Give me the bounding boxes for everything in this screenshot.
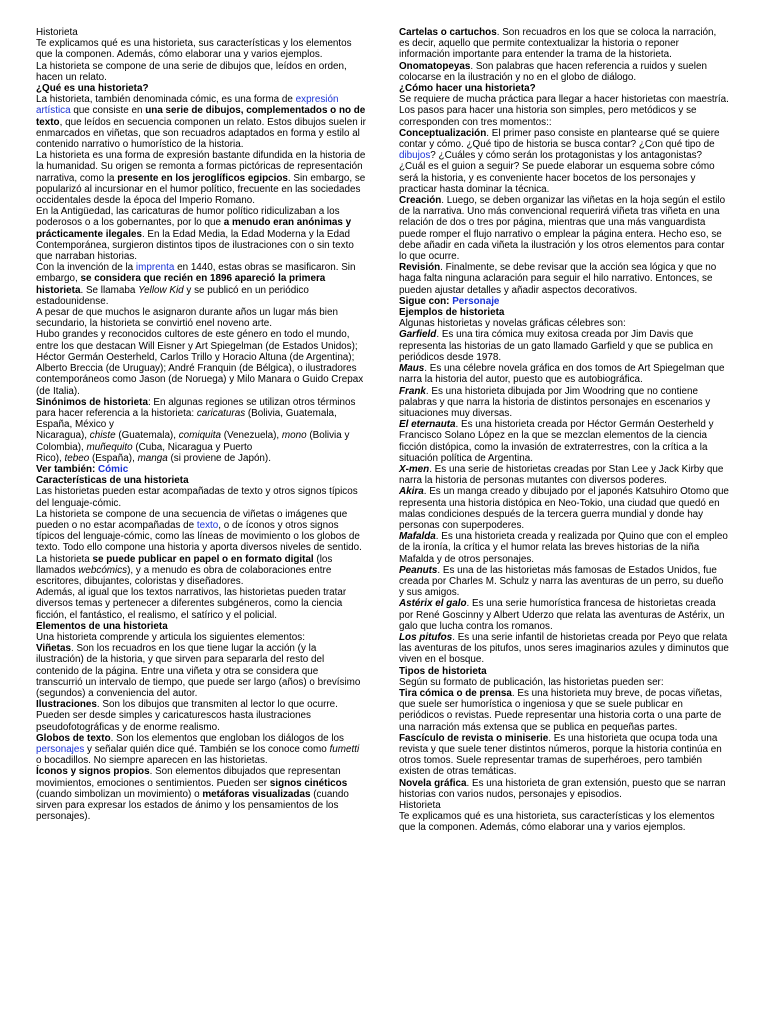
see-also: Ver también: Cómic [36,463,129,475]
example-item: X-men. Es una serie de historietas creadas por Stan Lee y Jack Kirby que narra la historia de personas mutantes con diversos poderes. [399,463,724,487]
intro-paragraph: Te explicamos qué es una historieta, sus características y los elementos que la componen. Además, cómo elaborar una y varios ejemplos. [36,38,352,61]
example-item: Mafalda. Es una historieta creada y realizada por Quino que con el empleo de la ironía, la crítica y el humor relata las breves historias de la niña Mafalda y de otros personajes. [399,531,728,565]
paragraph-origin: La historieta es una forma de expresión bastante difundida en la historia de la humanidad. Su origen se remonta a formas pictóricas de representación narrativa, como la presente en los jeroglíficos egipcios. Sin embargo, se popularizó al incursionar en el humor político, frecuente en las sociedades occidentales desde la época del Imperio Romano. [36,150,366,207]
step-conceptualizacion: Conceptualización. El primer paso consiste en plantearse qué se quiere contar y cómo. ¿Qué tipo de historia se busca contar? ¿Con qué tipo de dibujos? ¿Cuáles y cómo serán los protagonistas y los antagonistas? ¿Cuál es el guion a seguir? Se puede elaborar un esquema sobre cómo será la historia, y es conveniente hacer bocetos de los personajes y practicar hasta dominar la técnica. [399,127,720,195]
paragraph-examples-intro: Algunas historietas y novelas gráficas célebres son: [399,318,626,330]
type-tira-comica: Tira cómica o de prensa. Es una historieta muy breve, de pocas viñetas, que suele ser humorística o ingeniosa y que se suele publicar en periódicos o revistas. Puede representar una historia corta o una parte de una narración más extensa que se publica en pequeñas partes. [399,687,723,733]
type-fasciculo: Fascículo de revista o miniserie. Es una historieta que ocupa toda una revista y que suele tener distintos números, porque la historia continúa en otros tomos. Suele representar tramas de superhéroes, pero también existen de otras temáticas. [399,732,722,778]
paragraph-steps: Los pasos para hacer una historia son simples, pero metódicos y se corresponden con tres momentos:: [399,105,697,128]
paragraph-authors: Hubo grandes y reconocidos cultores de este género en todo el mundo, entre los que destacan Will Eisner y Art Spiegelman (de Estados Unidos); Héctor Germán Oesterheld, Carlos Trillo y Horacio Altuna (de Argentina); Alberto Breccia (de Uruguay); André Franquin (de Bélgica), o ilustradores contemporáneos como Jason (de Noruega) y Milo Manara o Guido Crepax (de Italia). [36,329,364,397]
link-personaje[interactable]: Personaje [452,295,500,307]
paragraph-antiquity: En la Antigüedad, las caricaturas de humor político ridiculizaban a los poderosos o a los gobernantes, por lo que a menudo eran anónimas y prácticamente ilegales. En la Edad Media, la Edad Moderna y la Edad Contemporánea, surgieron distintos tipos de ilustraciones con o sin texto que narraban historias. [36,206,354,263]
link-expresion-artistica[interactable]: expresión artística [36,94,339,117]
link-comic[interactable]: Cómic [98,463,129,475]
example-item: Astérix el galo. Es una serie humorística francesa de historietas creada por René Goscinny y Albert Uderzo que relata las aventuras de Astérix, un galo que lucha contra los romanos. [399,598,725,632]
example-item: Maus. Es una célebre novela gráfica en dos tomos de Art Spiegelman que narra la historia del autor, puesto que es autobiográfica. [399,363,725,386]
link-dibujos[interactable]: dibujos [399,150,431,162]
intro-paragraph-2: La historieta se compone de una serie de dibujos que, leídos en orden, hacen un relato. [36,60,347,83]
repeated-intro: Te explicamos qué es una historieta, sus características y los elementos que la componen. Además, cómo elaborar una y varios ejemplos. [399,811,715,834]
link-personajes[interactable]: personajes [36,744,85,755]
paragraph-ninth-art: A pesar de que muchos le asignaron durante años un lugar más bien secundario, la historieta se convirtió enel noveno arte. [36,307,338,330]
heading-tipos: Tipos de historieta [399,665,487,677]
link-imprenta[interactable]: imprenta [135,262,175,274]
left-column [36,27,366,822]
heading-que-es: ¿Qué es una historieta? [36,83,149,95]
paragraph-char-3: La historieta se puede publicar en papel o en formato digital (los llamados webcómics), y a menudo es obra de colaboraciones entre escritores, dibujantes, coloristas y diseñadores. [36,553,333,587]
paragraph-types-intro: Según su formato de publicación, las historietas pueden ser: [399,676,664,688]
element-iconos: Íconos y signos propios. Son elementos dibujados que representan movimientos, emociones o sentimientos. Pueden ser signos cinéticos (cuando simbolizan un movimiento) o metáforas visualizadas (cuando sirven para expresar los estados de ánimo y los pensamientos de los personajes). [36,766,349,823]
heading-caracteristicas: Características de una historieta [36,475,189,487]
element-onomatopeyas: Onomatopeyas. Son palabras que hacen referencia a ruidos y suelen colocarse en la ilustración y no en el globo de diálogo. [399,60,707,83]
heading-ejemplos: Ejemplos de historieta [399,307,505,319]
paragraph-synonyms: Sinónimos de historieta: En algunas regiones se utilizan otros términos para hacer referencia a la historieta: caricaturas (Bolivia, Guatemala, España, México y Nicaragua), chiste (Guatemala), comiquita (Venezuela), mono (Bolivia y Colombia), muñequito (Cuba, Nicaragua y Puerto Rico), tebeo (España), manga (si proviene de Japón). [36,396,356,464]
heading-elementos: Elementos de una historieta [36,620,168,632]
paragraph-definition: La historieta, también denominada cómic, es una forma de expresión artística que consiste en una serie de dibujos, complementados o no de texto, que leídos en secuencia componen un relato. Estos dibujos suelen ir enmarcados en viñetas, que son recuadros adaptados en forma y estilo al contenido narrativo o humorístico de la historia. [36,94,366,151]
link-texto[interactable]: texto [196,519,219,531]
element-cartelas: Cartelas o cartuchos. Son recuadros en los que se coloca la narración, es decir, aquello que permite contextualizar la historia o reponer información importante para entender la trama de la historieta. [399,27,717,61]
paragraph-printing: Con la invención de la imprenta en 1440, estas obras se masificaron. Sin embargo, se considera que recién en 1896 apareció la primera historieta. Se llamaba Yellow Kid y se publicó en un periódico estadounidense. [36,262,356,307]
example-item: El eternauta. Es una historieta creada por Héctor Germán Oesterheld y Francisco Solano López en la que se mezclan elementos de la ciencia ficción distópica, como la invasión de extraterrestres, con la crítica a la situación política de Argentina. [399,419,714,464]
type-novela-grafica: Novela gráfica. Es una historieta de gran extensión, puesto que se narran historias con varios nudos, personajes y episodios. [399,777,726,800]
step-revision: Revisión. Finalmente, se debe revisar que la acción sea lógica y que no haga falta ninguna aclaración para seguir el hilo narrativo. Entonces, se pueden ajustar detalles y añadir aspectos decorativos. [399,262,717,296]
element-globos: Globos de texto. Son los elementos que engloban los diálogos de los personajes y señalar quién dice qué. También se los conoce como fumetti o bocadillos. No siempre aparecen en las historietas. [36,732,360,767]
repeated-title: Historieta [399,800,441,812]
example-item: Akira. Es un manga creado y dibujado por el japonés Katsuhiro Otomo que representa una historia distópica en Neo-Tokio, una ciudad que quedó en malas condiciones después de la tercera guerra mundial y donde hay personas con superpoderes. [399,486,729,531]
element-vinetas: Viñetas. Son los recuadros en los que tiene lugar la acción (y la ilustración) de la historia, y que sirven para separarla del resto del contenido de la página. Entre una viñeta y otra se considera que transcurrió un intervalo de tiempo, que puede ser largo (años) o brevísimo (segundos) a conveniencia del autor. [36,643,361,699]
paragraph-practice: Se requiere de mucha práctica para llegar a hacer historietas con maestría. [399,94,729,106]
paragraph-char-1: Las historietas pueden estar acompañadas de texto y otros signos típicos del lenguaje-cómic. [36,486,358,509]
paragraph-char-4: Además, al igual que los textos narrativos, las historietas pueden tratar diversos temas y pertenecer a diferentes subgéneros, como la ciencia ficción, el fantástico, el realismo, el satírico y el policial. [36,587,347,621]
heading-como-hacer: ¿Cómo hacer una historieta? [399,83,536,95]
example-item: Garfield. Es una tira cómica muy exitosa creada por Jim Davis que representa las historias de un gato llamado Garfield y que se publica en periódicos desde 1978. [399,329,713,363]
paragraph-char-2: La historieta se compone de una secuencia de viñetas o imágenes que pueden o no estar acompañadas de texto, o de íconos y otros signos típicos del lenguaje-cómic, como las líneas de movimiento o los globos de texto. Todo ello compone una historia y aporta diversos niveles de sentido. [36,508,362,554]
continue-with: Sigue con: Personaje [399,295,500,307]
right-column [399,27,729,834]
example-item: Los pitufos. Es una serie infantil de historietas creada por Peyo que relata las aventuras de los pitufos, unos seres imaginarios azules y diminutos que viven en el bosque. [399,631,729,666]
doc-title: Historieta [36,27,78,38]
paragraph-elem-intro: Una historieta comprende y articula los siguientes elementos: [36,631,305,643]
element-ilustraciones: Ilustraciones. Son los dibujos que transmiten al lector lo que ocurre. Pueden ser desde simples y caricaturescos hasta ilustraciones pseudofotográficas y de enorme realismo. [36,699,338,733]
step-creacion: Creación. Luego, se deben organizar las viñetas en la hoja según el estilo de la narrativa. Uno más convencional requerirá viñeta tras viñeta en una relación de dos o tres por página, mientras que una más vanguardista puede romper el flujo narrativo o emplear la página entera. Hecho eso, se debe añadir en cada viñeta la ilustración y los otros elementos para contar lo que ocurre. [399,195,726,263]
example-item: Frank. Es una historieta dibujada por Jim Woodring que no contiene palabras y que narra la historia de distintos personajes en escenarios y situaciones muy diversas. [399,385,711,419]
example-item: Peanuts. Es una de las historietas más famosas de Estados Unidos, fue creada por Charles M. Schulz y narra las aventuras de un perro, su dueño y sus amigos. [399,564,724,599]
